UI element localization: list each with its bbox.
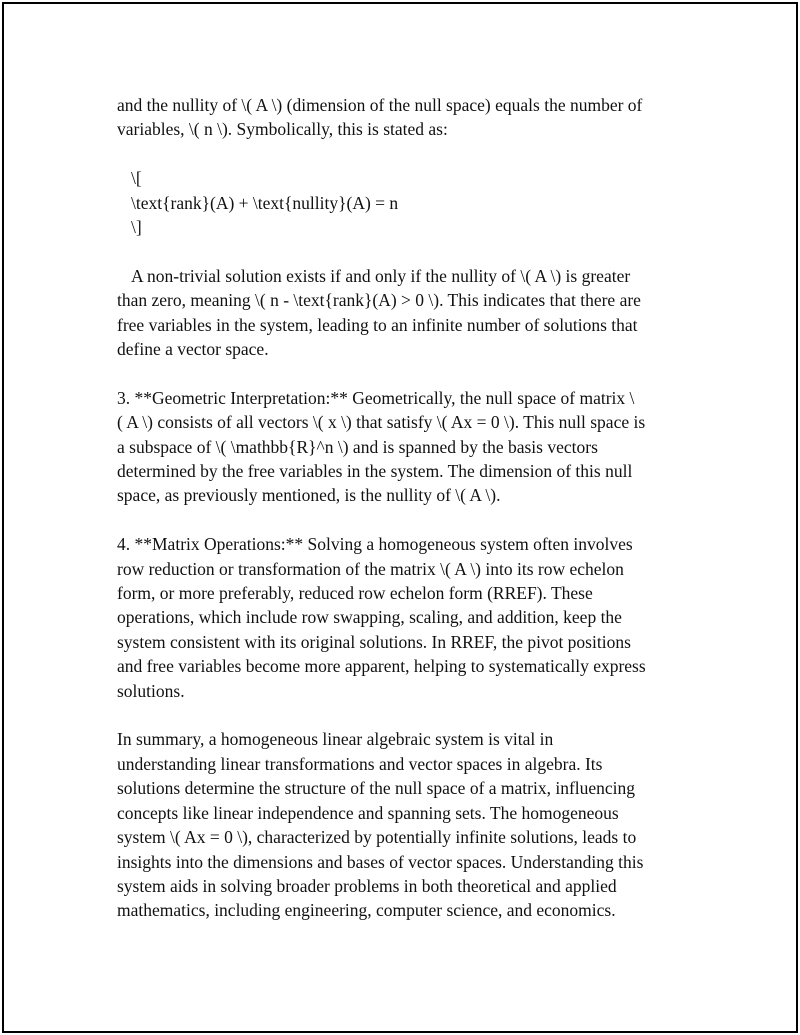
- text-line: A non-trivial solution exists if and only if the nullity of \( A \) is greater: [131, 265, 631, 286]
- text-line: define a vector space.: [117, 339, 269, 360]
- text-line: system aids in solving broader problems in both theoretical and applied: [117, 875, 617, 896]
- text-line: 4. **Matrix Operations:** Solving a homogeneous system often involves: [117, 534, 633, 555]
- text-line: form, or more preferably, reduced row echelon form (RREF). These: [117, 583, 593, 604]
- text-line: concepts like linear independence and spanning sets. The homogeneous: [117, 802, 619, 823]
- text-line: row reduction or transformation of the matrix \( A \) into its row echelon: [117, 558, 624, 579]
- summary-paragraph: [117, 727, 687, 922]
- paragraph-gap: [117, 703, 687, 727]
- text-line: operations, which include row swapping, scaling, and addition, keep the: [117, 607, 622, 628]
- equation-line: \[: [131, 168, 142, 189]
- document-body: [117, 93, 687, 923]
- nontrivial-paragraph: [117, 264, 687, 362]
- text-line: variables, \( n \). Symbolically, this is stated as:: [117, 119, 448, 140]
- equation-line: \]: [131, 217, 142, 238]
- text-line: understanding linear transformations and vector spaces in algebra. Its: [117, 753, 603, 774]
- text-line: and free variables become more apparent, helping to systematically express: [117, 656, 646, 677]
- text-line: mathematics, including engineering, computer science, and economics.: [117, 900, 616, 921]
- text-line: and the nullity of \( A \) (dimension of the null space) equals the number of: [117, 95, 643, 115]
- matrix-operations-paragraph: [117, 532, 687, 703]
- equation-line: \text{rank}(A) + \text{nullity}(A) = n: [131, 192, 399, 213]
- paragraph-gap: [117, 239, 687, 263]
- text-line: than zero, meaning \( n - \text{rank}(A) > 0 \). This indicates that there are: [117, 290, 641, 311]
- text-line: free variables in the system, leading to an infinite number of solutions that: [117, 314, 638, 335]
- intro-paragraph: [117, 93, 687, 142]
- text-line: solutions.: [117, 680, 185, 701]
- paragraph-gap: [117, 142, 687, 166]
- text-line: system \( Ax = 0 \), characterized by potentially infinite solutions, leads to: [117, 827, 637, 848]
- text-line: determined by the free variables in the system. The dimension of this null: [117, 461, 633, 482]
- text-line: In summary, a homogeneous linear algebraic system is vital in: [117, 729, 554, 750]
- text-line: solutions determine the structure of the null space of a matrix, influencing: [117, 778, 636, 799]
- text-line: ( A \) consists of all vectors \( x \) that satisfy \( Ax = 0 \). This null space is: [117, 412, 646, 433]
- paragraph-gap: [117, 508, 687, 532]
- geometric-interpretation-paragraph: [117, 386, 687, 508]
- text-line: space, as previously mentioned, is the nullity of \( A \).: [117, 485, 501, 506]
- paragraph-gap: [117, 361, 687, 385]
- text-line: system consistent with its original solutions. In RREF, the pivot positions: [117, 631, 631, 652]
- text-line: 3. **Geometric Interpretation:** Geometrically, the null space of matrix \: [117, 387, 635, 408]
- text-line: insights into the dimensions and bases of vector spaces. Understanding this: [117, 851, 644, 872]
- text-line: a subspace of \( \mathbb{R}^n \) and is spanned by the basis vectors: [117, 436, 598, 457]
- equation-block: [117, 166, 687, 239]
